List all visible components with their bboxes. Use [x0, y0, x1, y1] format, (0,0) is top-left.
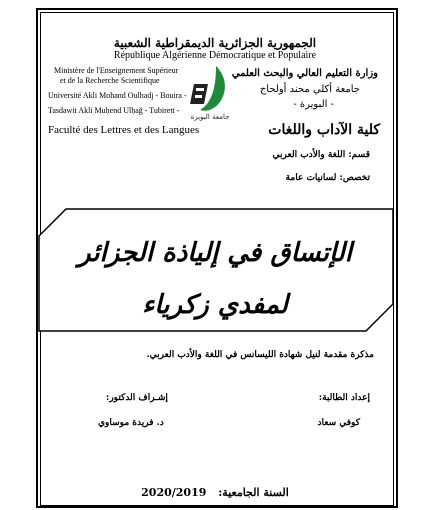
academic-year: [0, 486, 430, 499]
faculty-ar: كلية الآداب واللغات: [268, 122, 380, 138]
memo-description: مذكرة مقدمة لنيل شهادة الليسانس في اللغة والأدب العربي.: [146, 350, 374, 360]
specialty: تخصص: لسانيات عامة: [285, 173, 370, 183]
country-name-fr: République Algérienne Démocratique et Populaire: [113, 50, 317, 61]
ministry-fr-line1: Ministère de l'Enseignement Supérieur: [54, 66, 179, 75]
logo-book-shape: [190, 84, 208, 104]
university-logo: [186, 64, 234, 122]
department: قسم: اللغة والأدب العربي: [272, 150, 370, 160]
university-fr-line2: Tasdawit Akli Muḥend Ulḥağ - Tubirett -: [48, 106, 180, 115]
supervisor-label: إشـراف الدكتور:: [106, 393, 168, 403]
student-label: إعداد الطالبة:: [318, 393, 370, 403]
ministry-fr-line2: et de la Recherche Scientifique: [60, 76, 160, 85]
faculty-fr: Faculté des Lettres et des Langues: [48, 124, 200, 136]
academic-year-label: السنة الجامعية:: [218, 486, 289, 499]
university-fr-line1: Université Akli Mohand Oulhadj - Bouira -: [48, 91, 187, 100]
country-name-ar: الجمهورية الجزائرية الديمقراطية الشعبية: [113, 36, 317, 50]
logo-caption: جامعة البويرة: [190, 113, 230, 121]
student-name: كوفي سعاد: [317, 418, 360, 428]
thesis-title-line1: الإتساق في إلياذة الجزائر: [77, 238, 353, 268]
academic-year-value: 2020/2019: [141, 486, 207, 499]
supervisor-name: د. فريدة موساوي: [98, 418, 164, 428]
thesis-title-line2: لمفدي زكرياء: [142, 290, 288, 320]
university-ar-line2: - البويرة -: [293, 99, 334, 110]
university-ar-line1: جامعة أكلي محند أولحاج: [259, 84, 360, 95]
ministry-ar: وزارة التعليم العالي والبحث العلمي: [231, 68, 378, 79]
